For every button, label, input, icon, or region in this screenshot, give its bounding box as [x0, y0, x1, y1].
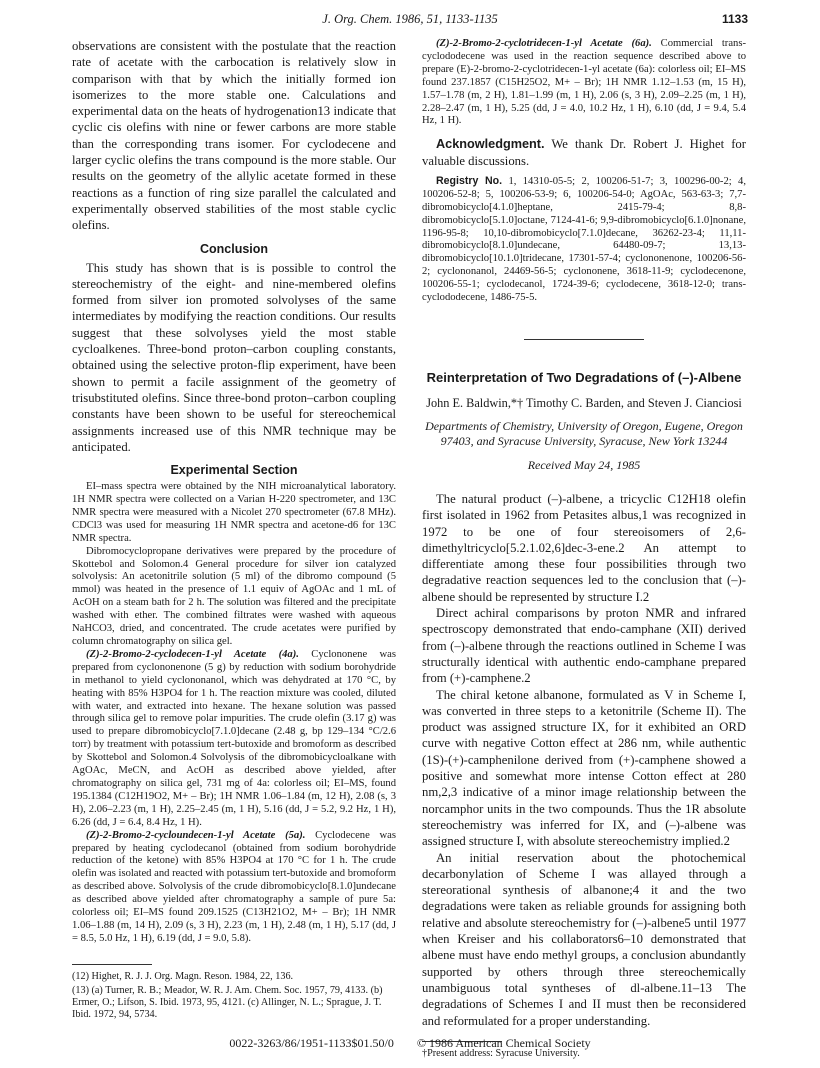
paragraph-general-procedure: Dibromocyclopropane derivatives were prepared by the procedure of Skottebol and Solomon.4 General procedure for silver ion catalyzed solvolysis: An acetonitrile solution (5 ml) of the dibromo compound (5 mmol) was heated in the presence of 1.1 equiv of AgOAc and 1 mL of AcOH on a steam bath for 2 h. The solution was filtered and the precipitate washed with ether. The combined filtrates were washed with aqueous NaHCO3, dried, and concentrated. The crude acetates were purified by column chromatography on silica gel. — [72, 545, 396, 647]
received-date: Received May 24, 1985 — [527, 458, 641, 472]
compound-4a-text: Cyclononene was prepared from cyclononenone (5 g) by reduction with sodium borohydride in methanol to yield cyclononanol, which was dehydrated at 170 °C, by heating with 85% H3PO4 for 1 h. The reaction mixture was cooled, diluted with water, and extracted into hexane. The hexane solution was passed through silica gel to remove polar impurities. The crude olefin (3.17 g) was used to prepare dibromobicyclo[7.1.0]decane (2.48 g, bp 129–134 °C/2.6 torr) by treatment with potassium tert-butoxide and bromoform as described by Skottebol and Solomon.4 Solvolysis of the dibromobicycloalkane with AgOAc, MeCN, and AcOH as described above yielded, after chromatography on silica gel, 731 mg of 4a: colorless oil; EI–MS, found 195.1384 (C12H19O2, M+ – Br); 1H NMR 1.06–1.84 (m, 12 H), 2.08 (s, 3 H), 2.06–2.23 (m, 1 H), 2.25–2.45 (m, 1 H), 5.16 (dd, J = 5.2, 9.2 Hz, 1 H), 6.26 (dd, J = 6.4, 8.4 Hz, 1 H). — [72, 648, 397, 828]
paragraph-albene-reservation: An initial reservation about the photochemical decarbonylation of Scheme I was allayed through a stereorational synthesis of albanone;4 it and the two degradations were taken as reliable grounds for assigning both relative and absolute stereochemistry for (–)-albene5 until 1977 when Kreiser and his collaborators6–10 demonstrated that albene must have endo methyl groups, a conclusion abundantly supported by others through three stereochemically unambiguous total syntheses of dl-albene.11–13 The degradations of Schemes I and II must then be reconsidered and reformulated for a proper understanding. — [422, 850, 746, 1028]
registry-numbers — [422, 175, 746, 305]
running-header — [72, 12, 748, 34]
acknowledgment-label: Acknowledgment. — [436, 137, 545, 152]
paragraph-albene-intro: The natural product (–)-albene, a tricyclic C12H18 olefin first isolated in 1962 from Petasites albus,1 was recognized in 1972 to be one of four stereoisomers of 2,6-dimethyltricyclo[5.2.1.02,6]dec-3-ene.2 An attempt to differentiate among these four possibilities through two degradative reaction sequences led to the conclusion that (–)-albene should be represented by structure I.2 — [422, 492, 746, 604]
footnote-13: (13) (a) Turner, R. B.; Meador, W. R. J. Am. Chem. Soc. 1957, 79, 4133. (b) Ermer, O.; Lifson, S. Ibid. 1973, 95, 4121. (c) Allinger, N. L.; Sprague, J. T. Ibid. 1972, 94, 5734. — [72, 984, 383, 1020]
experimental-heading: Experimental Section — [170, 463, 298, 478]
paragraph-compound-5a — [72, 830, 396, 946]
registry-text: 1, 14310-05-5; 2, 100206-51-7; 3, 100296-00-2; 4, 100206-52-8; 5, 100206-53-9; 6, 100206-54-0; AgOAc, 563-63-3; 7,7-dibromobicyclo[4.1.0]heptane, 2415-79-4; 8,8-dibromobicyclo[5.1.0]octane, 7124-41-6; 9,9-dibromobicyclo[6.1.0]nonane, 1196-95-8; 10,10-dibromobicyclo[7.1.0]decane, 36262-23-4; 11,11-dibromobicyclo[8.1.0]undecane, 64480-09-7; 13,13-dibromobicyclo[10.1.0]tridecane, 17301-57-4; cyclononenone, 100206-56-2; cyclononanol, 24469-56-5; cyclononene, 3618-11-9; cyclodecenone, 100206-55-1; cyclodecanol, 1724-39-6; cyclodecene, 3618-12-0; trans-cyclododecene, 1486-75-5. — [422, 175, 746, 304]
footer-copyright: © 1986 American Chemical Society — [416, 1036, 591, 1050]
compound-6a-title: (Z)-2-Bromo-2-cyclotridecen-1-yl Acetate (6a). — [436, 38, 652, 49]
acknowledgment — [422, 136, 746, 169]
compound-5a-title: (Z)-2-Bromo-2-cycloundecen-1-yl Acetate (5a). — [86, 829, 306, 841]
paragraph-spectra: EI–mass spectra were obtained by the NIH microanalytical laboratory. 1H NMR spectra were collected on a Varian H-220 spectrometer, and 13C NMR spectra were measured with a Nicolet 270 spectrometer (67.8 MHz). CDCl3 was used for measuring 1H NMR spectra and acetone-d6 for 13C NMR spectra. — [72, 481, 396, 544]
page-number: 1133 — [721, 12, 748, 26]
article-title: Reinterpretation of Two Degradations of (–)-Albene — [426, 370, 742, 385]
paragraph-albene-nmr: Direct achiral comparisons by proton NMR and infrared spectroscopy demonstrated that endo-camphane (XII) derived from (–)-albene through the reactions outlined in Scheme I was structurally identical with authentic endo-camphane prepared from (+)-camphene.2 — [422, 606, 746, 686]
article-separator — [524, 339, 644, 340]
paragraph-albene-ketone: The chiral ketone albanone, formulated as V in Scheme I, was converted in three steps to a ketonitrile (Scheme II). The product was assigned structure IX, for it exhibited an ORD curve with negative Cotton effect at 286 nm, while authentic (1S)-(+)-camphenilone derived from (+)-camphene showed a positive and somewhat more intense Cotton effect at 280 nm,2,3 indicative of a minor image relationship between the norcamphor units in the two compounds. Thus the 1R absolute stereochemistry was inferred for IX, and (–)-albene was assigned structure I, with absolute stereochemistry implied.2 — [422, 687, 746, 849]
footnote-12: (12) Highet, R. J. J. Org. Magn. Reson. 1984, 22, 136. — [72, 970, 294, 982]
footer-code: 0022-3263/86/1951-1133$01.50/0 — [229, 1036, 394, 1050]
paragraph-compound-4a — [72, 649, 396, 830]
footnote-rule — [72, 964, 152, 965]
compound-4a-title: (Z)-2-Bromo-2-cyclodecen-1-yl Acetate (4a). — [86, 648, 299, 660]
article-affiliation: Departments of Chemistry, University of Oregon, Eugene, Oregon 97403, and Syracuse University, Syracuse, New York 13244 — [425, 419, 743, 448]
conclusion-heading: Conclusion — [199, 241, 269, 256]
right-column — [422, 38, 746, 1062]
page-footer — [72, 1036, 748, 1051]
paragraph-discussion-end: observations are consistent with the postulate that the reaction rate of acetate with the carbocation is relatively slow in comparison with that by which the initially formed ion isomerizes to the more stable one. Calculations and experimental data on the heats of hydrogenation13 indicate that cyclic cis olefins with nine or fewer carbons are more stable than the corresponding trans isomer. For cyclodecene and larger cyclic olefins the trans compound is the more stable. Our results on the geometry of the allylic acetate formed in these reactions as a function of ring size parallel the calculated and experimentally observed stabilities of the most stable cyclic olefins. — [72, 39, 396, 233]
present-address-note: †Present address: Syracuse University. — [422, 1047, 580, 1059]
compound-6a-text: Commercial trans-cyclododecene was used in the reaction sequence described above to prepare (E)-2-bromo-2-cyclotridecen-1-yl acetate (6a): colorless oil; EI–MS found 237.1857 (C15H25O2, M+ – Br); 1H NMR 1.12–1.53 (m, 15 H), 1.57–1.78 (m, 2 H), 1.81–1.99 (m, 1 H), 2.06 (s, 3 H), 2.09–2.25 (m, 1 H), 2.28–2.47 (m, 1 H), 5.25 (dd, J = 4.0, 10.2 Hz, 1 H), 6.10 (dd, J = 9.4, 5.4 Hz, 1 H). — [422, 38, 746, 127]
paragraph-conclusion: This study has shown that is is possible to control the stereochemistry of the eight- and nine-membered olefins formed from silver ion promoted solvolyses of the same intermediates by modifying the reaction conditions. Our results suggest that these solvolyses yield the most stable cycloalkenes. Three-bond proton–carbon coupling constants, obtained using the selective proton-flip experiment, have been shown to permit a facile assignment of the geometry of trisubstituted olefins. Since three-bond proton–carbon coupling constants have been shown to be useful for stereochemical assignments increased use of this NMR technique may be anticipated. — [72, 260, 396, 454]
paragraph-compound-6a — [422, 38, 746, 128]
compound-5a-text: Cyclodecene was prepared by heating cyclodecanol (obtained from sodium borohydride reduction of the ketone) with 85% H3PO4 at 170 °C for 1 h. The crude olefin was isolated and reacted with potassium tert-butoxide and bromoform as described above. Solvolysis of the crude dibromobicyclo[8.1.0]undecane as described above yielded after chromatography a sample of pure 5a: colorless oil; EI–MS found 209.1525 (C13H21O2, M+ – Br); 1H NMR 1.06–1.88 (m, 14 H), 2.09 (s, 3 H), 2.23 (m, 1 H), 2.48 (m, 1 H), 5.17 (dd, J = 8.5, 5.0 Hz, 1 H), 6.19 (dd, J = 9.0, 5.8). — [72, 829, 396, 944]
acknowledgment-text: We thank Dr. Robert J. Highet for valuable discussions. — [422, 137, 746, 168]
registry-label: Registry No. — [436, 174, 503, 187]
article-authors: John E. Baldwin,*† Timothy C. Barden, and Steven J. Cianciosi — [426, 396, 742, 410]
left-column — [72, 38, 396, 1023]
journal-citation: J. Org. Chem. 1986, 51, 1133-1135 — [322, 12, 498, 26]
